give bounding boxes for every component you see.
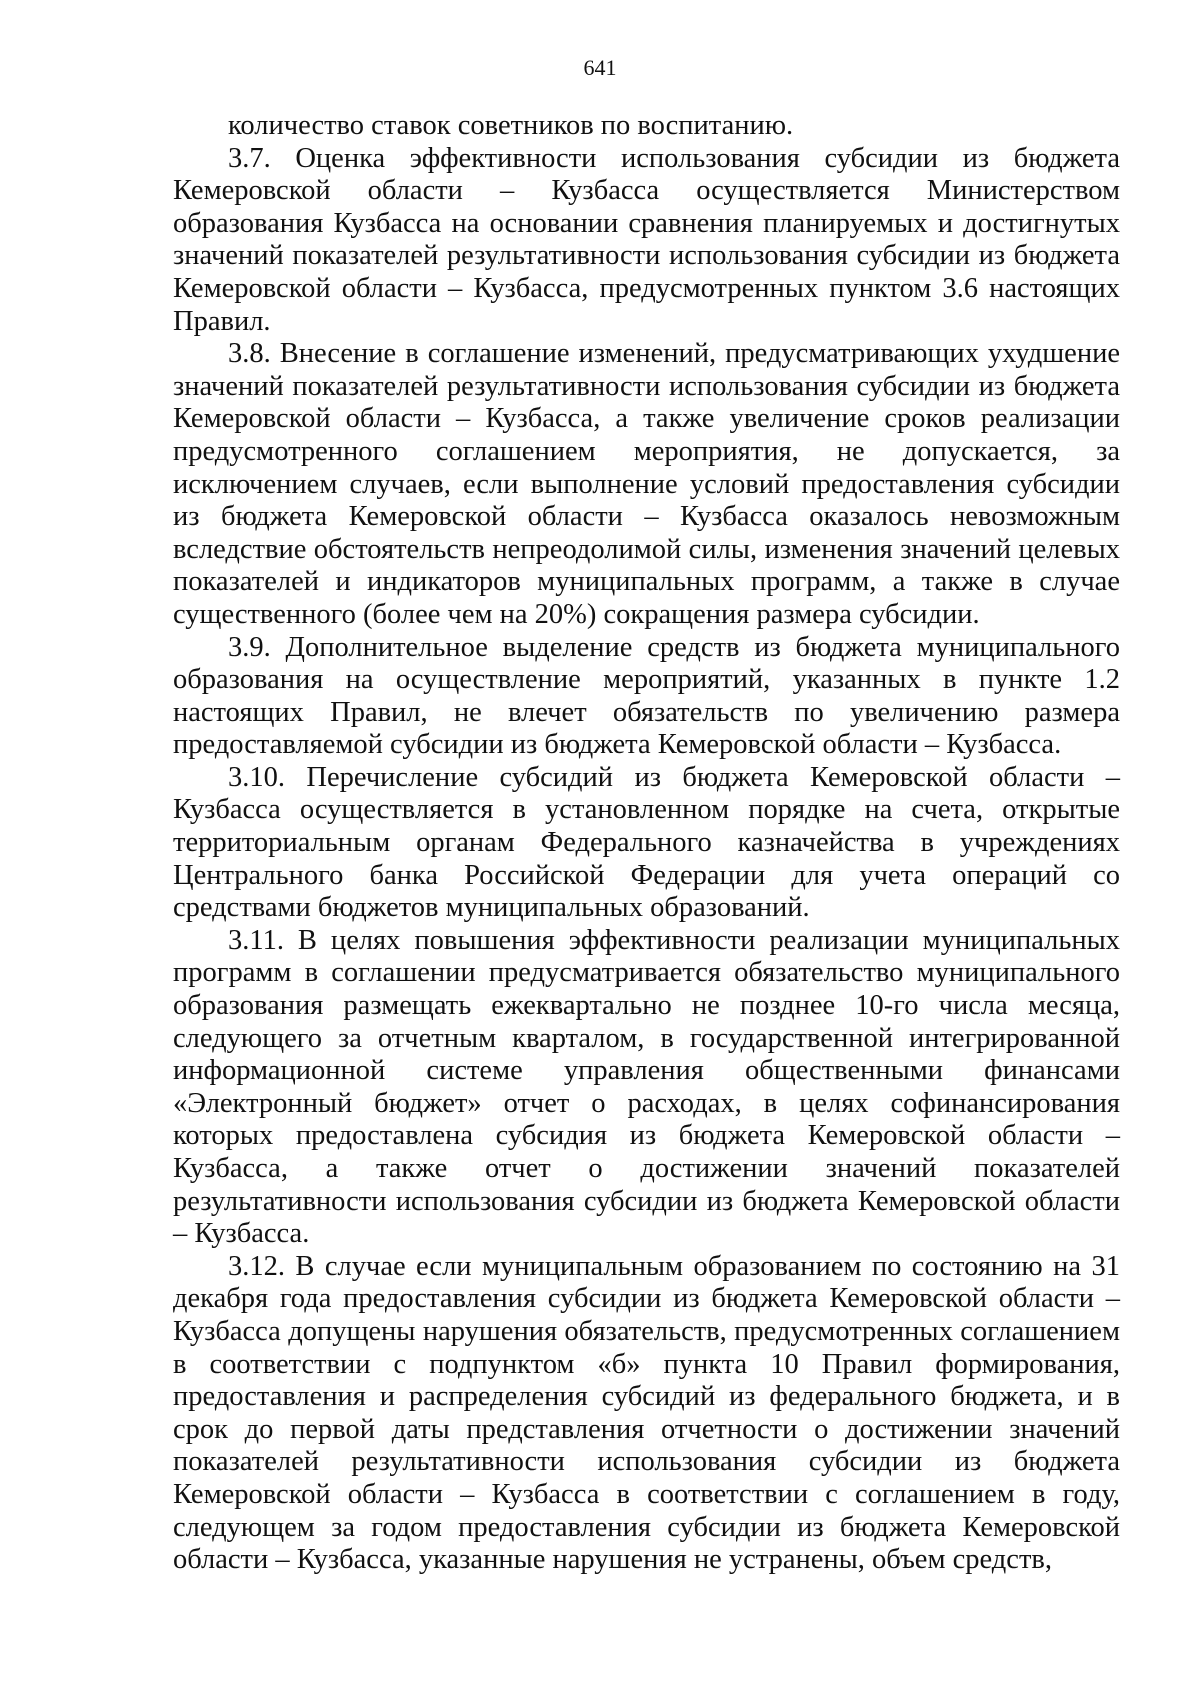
- paragraph-3-11: 3.11. В целях повышения эффективности реализации муниципальных программ в соглашении предусматривается обязательство муниципального образования размещать ежеквартально не позднее 10-го числа месяца, следующего за отчетным кварталом, в государственной интегрированной информационной системе управления общественными финансами «Электронный бюджет» отчет о расходах, в целях софинансирования которых предоставлена субсидия из бюджета Кемеровской области – Кузбасса, а также отчет о достижении значений показателей результативности использования субсидии из бюджета Кемеровской области – Кузбасса.: [173, 924, 1120, 1250]
- paragraph-3-7: 3.7. Оценка эффективности использования субсидии из бюджета Кемеровской области – Кузбасса осуществляется Министерством образования Кузбасса на основании сравнения планируемых и достигнутых значений показателей результативности использования субсидии из бюджета Кемеровской области – Кузбасса, предусмотренных пунктом 3.6 настоящих Правил.: [173, 142, 1120, 337]
- paragraph-3-8: 3.8. Внесение в соглашение изменений, предусматривающих ухудшение значений показателей результативности использования субсидии из бюджета Кемеровской области – Кузбасса, а также увеличение сроков реализации предусмотренного соглашением мероприятия, не допускается, за исключением случаев, если выполнение условий предоставления субсидии из бюджета Кемеровской области – Кузбасса оказалось невозможным вследствие обстоятельств непреодолимой силы, изменения значений целевых показателей и индикаторов муниципальных программ, а также в случае существенного (более чем на 20%) сокращения размера субсидии.: [173, 338, 1120, 630]
- paragraph-3-9: 3.9. Дополнительное выделение средств из бюджета муниципального образования на осуществление мероприятий, указанных в пункте 1.2 настоящих Правил, не влечет обязательств по увеличению размера предоставляемой субсидии из бюджета Кемеровской области – Кузбасса.: [173, 631, 1120, 761]
- page-number: 641: [583, 55, 617, 80]
- paragraph-continuation: количество ставок советников по воспитанию.: [228, 110, 794, 141]
- paragraph-3-10: 3.10. Перечисление субсидий из бюджета Кемеровской области – Кузбасса осуществляется в установленном порядке на счета, открытые территориальным органам Федерального казначейства в учреждениях Центрального банка Российской Федерации для учета операций со средствами бюджетов муниципальных образований.: [173, 761, 1120, 924]
- document-body: [173, 110, 1120, 1577]
- paragraph-3-12: 3.12. В случае если муниципальным образованием по состоянию на 31 декабря года предоставления субсидии из бюджета Кемеровской области – Кузбасса допущены нарушения обязательств, предусмотренных соглашением в соответствии с подпунктом «б» пункта 10 Правил формирования, предоставления и распределения субсидий из федерального бюджета, и в срок до первой даты представления отчетности о достижении значений показателей результативности использования субсидии из бюджета Кемеровской области – Кузбасса в соответствии с соглашением в году, следующем за годом предоставления субсидии из бюджета Кемеровской области – Кузбасса, указанные нарушения не устранены, объем средств,: [173, 1250, 1120, 1576]
